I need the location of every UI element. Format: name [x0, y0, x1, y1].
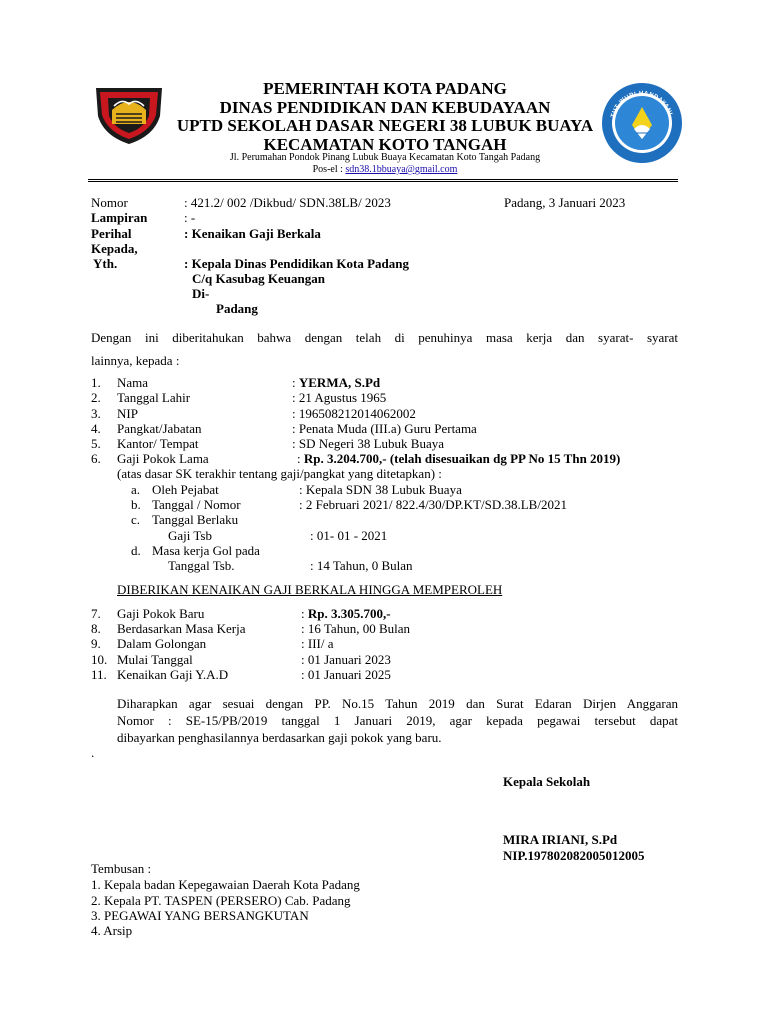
item-3-label: NIP: [117, 406, 138, 421]
letterhead-line2: DINAS PENDIDIKAN DAN KEBUDAYAAN: [219, 98, 551, 117]
sub-b-letter: b.: [131, 497, 141, 512]
item-1-value: YERMA, S.Pd: [298, 375, 381, 390]
perihal-label: Perihal: [91, 226, 132, 241]
sub-b-label: Tanggal / Nomor: [152, 497, 241, 512]
item-5-label: Kantor/ Tempat: [117, 436, 199, 451]
letterhead-line3: UPTD SEKOLAH DASAR NEGERI 38 LUBUK BUAYA: [176, 116, 594, 135]
letterhead-address: Jl. Perumahan Pondok Pinang Lubuk Buaya Kecamatan Koto Tangah Padang: [229, 152, 541, 163]
item-1-num: 1.: [91, 375, 101, 390]
item-6-label: Gaji Pokok Lama: [117, 451, 209, 466]
item-10-label: Mulai Tanggal: [117, 652, 193, 667]
item-4-label: Pangkat/Jabatan: [117, 421, 202, 436]
sub-d-label2: Tanggal Tsb.: [168, 558, 235, 573]
item-10-value: 01 Januari 2023: [307, 652, 391, 667]
item-7-label: Gaji Pokok Baru: [117, 606, 205, 621]
item-8-num: 8.: [91, 621, 101, 636]
sub-a-value: Kepala SDN 38 Lubuk Buaya: [305, 482, 462, 497]
item-7-num: 7.: [91, 606, 101, 621]
signature-title: Kepala Sekolah: [503, 774, 591, 789]
tembusan-item-2: 2. Kepala PT. TASPEN (PERSERO) Cab. Padang: [91, 893, 351, 908]
item-5-num: 5.: [91, 436, 101, 451]
closing-dot: .: [91, 745, 95, 760]
perihal-value: : Kenaikan Gaji Berkala: [184, 226, 321, 241]
tembusan-label: Tembusan :: [91, 861, 152, 876]
closing-line3: dibayarkan penghasilannya berdasarkan gaji pokok yang baru.: [117, 730, 442, 745]
item-11-num: 11.: [91, 667, 107, 682]
item-9-label: Dalam Golongan: [117, 636, 207, 651]
item-2-label: Tanggal Lahir: [117, 390, 191, 405]
email-link[interactable]: sdn38.1bbuaya@gmail.com: [345, 164, 458, 175]
padang-city-emblem-icon: [94, 84, 164, 146]
sk-note: (atas dasar SK terakhir tentang gaji/pangkat yang ditetapkan) :: [117, 466, 442, 481]
item-2-value: 21 Agustus 1965: [298, 390, 387, 405]
sub-c-label: Tanggal Berlaku: [152, 512, 239, 527]
letterhead-rule: [88, 179, 678, 182]
lampiran-value: : -: [184, 210, 196, 225]
sub-a-letter: a.: [131, 482, 141, 497]
item-8-value: 16 Tahun, 00 Bulan: [307, 621, 410, 636]
signature-name: MIRA IRIANI, S.Pd: [503, 832, 618, 847]
item-6-num: 6.: [91, 451, 101, 466]
intro-line2: lainnya, kepada :: [91, 353, 180, 368]
item-10-num: 10.: [91, 652, 108, 667]
section-heading: DIBERIKAN KENAIKAN GAJI BERKALA HINGGA MEMPEROLEH: [117, 582, 503, 597]
tembusan-item-3: 3. PEGAWAI YANG BERSANGKUTAN: [91, 908, 309, 923]
sub-b-value: 2 Februari 2021/ 822.4/30/DP.KT/SD.38.LB/2021: [305, 497, 567, 512]
item-2-num: 2.: [91, 390, 101, 405]
svg-text:TUT WURI HANDAYANI: TUT WURI HANDAYANI: [610, 90, 673, 119]
item-11-value: 01 Januari 2025: [307, 667, 391, 682]
item-7-value: Rp. 3.305.700,-: [307, 606, 391, 621]
item-3-value: 196508212014062002: [298, 406, 416, 421]
sub-d-label: Masa kerja Gol pada: [152, 543, 260, 558]
item-4-num: 4.: [91, 421, 101, 436]
nomor-value: : 421.2/ 002 /Dikbud/ SDN.38LB/ 2023: [184, 195, 391, 210]
nomor-label: Nomor: [91, 195, 128, 210]
sub-c-value: 01- 01 - 2021: [316, 528, 388, 543]
item-4-value: Penata Muda (III.a) Guru Pertama: [298, 421, 477, 436]
email-label: Pos-el :: [312, 164, 346, 175]
sub-c-label2: Gaji Tsb: [168, 528, 212, 543]
item-5-value: SD Negeri 38 Lubuk Buaya: [298, 436, 445, 451]
item-11-label: Kenaikan Gaji Y.A.D: [117, 667, 229, 682]
letterhead-email-line: [160, 164, 610, 175]
lampiran-label: Lampiran: [91, 210, 148, 225]
tut-wuri-handayani-icon: [600, 81, 684, 165]
recipient-line4: Padang: [216, 301, 258, 316]
letterhead-line1: PEMERINTAH KOTA PADANG: [263, 79, 507, 98]
recipient-line1: : Kepala Dinas Pendidikan Kota Padang: [184, 256, 410, 271]
recipient-line3: Di-: [192, 286, 210, 301]
closing-line2: Nomor : SE-15/PB/2019 tanggal 1 Januari 2019, agar kepada pegawai tersebut dapat: [117, 713, 678, 728]
place-date: Padang, 3 Januari 2023: [504, 195, 626, 210]
yth-label: Yth.: [93, 256, 118, 271]
item-9-value: III/ a: [307, 636, 334, 651]
kepada-label: Kepada,: [91, 241, 138, 256]
closing-line1: Diharapkan agar sesuai dengan PP. No.15 Tahun 2019 dan Surat Edaran Dirjen Anggaran: [117, 696, 678, 711]
sub-d-letter: d.: [131, 543, 141, 558]
sub-c-letter: c.: [131, 512, 141, 527]
item-9-num: 9.: [91, 636, 101, 651]
sub-a-label: Oleh Pejabat: [152, 482, 219, 497]
intro-line1: Dengan ini diberitahukan bahwa dengan telah di penuhinya masa kerja dan syarat- syarat: [91, 330, 678, 345]
item-8-label: Berdasarkan Masa Kerja: [117, 621, 246, 636]
item-6-value: Rp. 3.204.700,- (telah disesuaikan dg PP No 15 Thn 2019): [303, 451, 621, 466]
tembusan-item-1: 1. Kepala badan Kepegawaian Daerah Kota Padang: [91, 877, 360, 892]
sub-d-value: 14 Tahun, 0 Bulan: [316, 558, 413, 573]
item-3-num: 3.: [91, 406, 101, 421]
letterhead-line4: KECAMATAN KOTO TANGAH: [263, 135, 507, 154]
signature-nip: NIP.197802082005012005: [503, 848, 645, 863]
tembusan-item-4: 4. Arsip: [91, 923, 133, 938]
item-1-label: Nama: [117, 375, 149, 390]
recipient-line2: C/q Kasubag Keuangan: [192, 271, 325, 286]
